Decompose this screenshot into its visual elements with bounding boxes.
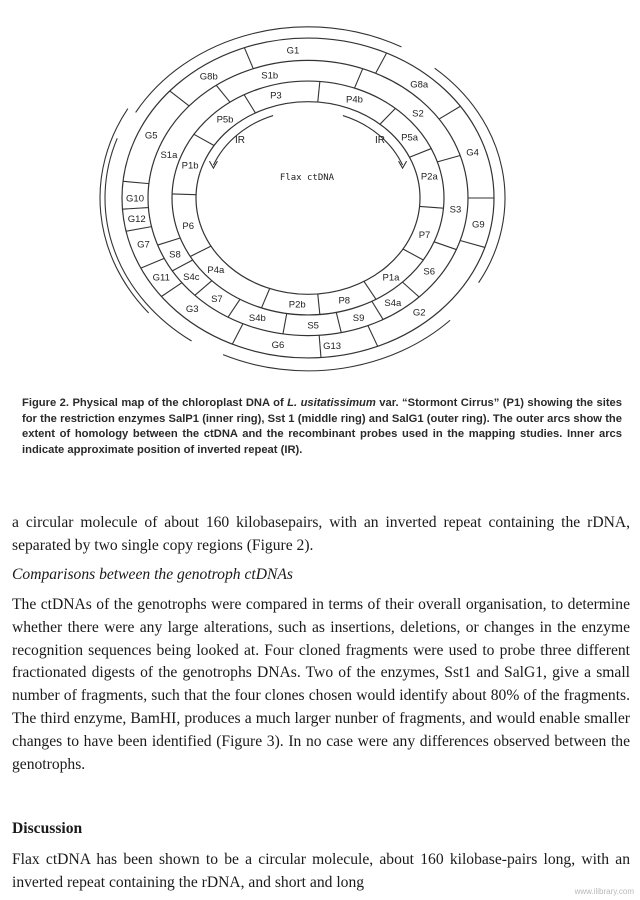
cut-site-tick [172,194,196,195]
inner-ring-label: P4b [345,94,363,106]
inner-ring-label: P1b [181,160,199,172]
probe-homology-arc [435,68,505,282]
cut-site-tick [380,108,395,124]
cut-site-tick [368,326,378,347]
cut-site-tick [228,299,240,317]
cut-site-tick [216,85,230,102]
figure-caption [22,396,622,458]
inner-ring-label: P5b [216,114,234,126]
inverted-repeat-arc [343,116,403,166]
middle-ring-label: S9 [352,313,365,325]
cut-site-tick [420,206,444,208]
outer-ring-label: G5 [144,130,158,142]
cut-site-tick [318,294,320,315]
inner-ring-label: P4a [207,264,225,276]
watermark: www.ilibrary.com [574,887,634,896]
middle-ring-label: S1a [160,149,178,161]
cut-site-tick [172,260,192,271]
inner-ring-label: P8 [338,295,351,307]
middle-ring-label: S3 [449,204,462,216]
center-label: Flax ctDNA [279,173,335,183]
cut-site-tick [194,134,214,145]
outer-ring-label: G11 [152,272,170,284]
cut-site-tick [364,281,376,299]
inner-ring-label: P3 [270,90,282,102]
map-ring [122,38,494,358]
caption-suffix: var. “Stormont Cirrus” (P1) showing the sites for the restriction enzymes SalP1 (inner ring), Sst 1 (middle ring) and SalG1 (outer ring). The outer arcs show the extent of homology between the ctDNA and the recombinant probes used in the mapping studies. Inner arcs indicate approximate position of inverted repeat (IR). [22,397,622,456]
cut-site-tick [318,81,320,102]
caption-species: L. usitatissimum [287,397,376,409]
outer-ring-label: G10 [126,193,144,205]
cut-site-tick [122,208,148,210]
intro-paragraph: a circular molecule of about 160 kilobasepairs, with an inverted repeat containing the rDNA, separated by two single copy regions (Figure 2). [12,514,630,554]
outer-ring-label: G7 [137,239,150,251]
cut-site-tick [232,324,243,344]
inner-ring-label: P2a [420,171,438,183]
caption-prefix: Figure 2. Physical map of the chloroplast DNA of [22,397,284,409]
outer-ring-label: G9 [472,219,485,231]
inner-ring-label: P1a [382,272,400,284]
outer-ring-label: G8b [199,71,218,83]
cut-site-tick [434,242,456,250]
middle-ring-label: S4b [248,313,266,325]
middle-ring-label: S4a [384,297,402,309]
cut-site-tick [170,91,189,106]
outer-ring-label: G13 [323,340,342,352]
cut-site-tick [376,53,387,73]
map-ring [172,81,444,315]
inner-ring-label: P2b [288,299,306,311]
probe-homology-arc [100,109,149,313]
middle-ring-label: S8 [169,249,181,261]
cut-site-tick [123,181,149,183]
section-heading: Comparisons between the genotroph ctDNAs [12,566,293,583]
middle-ring-label: S2 [412,108,424,120]
middle-ring-label: S7 [211,293,223,305]
cut-site-tick [158,238,181,245]
inner-ring-label: P5a [401,132,419,144]
cut-site-tick [244,48,253,69]
cut-site-tick [141,258,164,268]
cut-site-tick [355,69,363,88]
middle-ring-label: S6 [423,266,436,278]
cut-site-tick [437,155,460,161]
middle-ring-label: S1b [261,70,279,82]
outer-ring-label: G2 [412,307,426,319]
outer-ring-label: G6 [271,340,285,352]
cut-site-tick [439,106,460,119]
inner-ring-label: P6 [182,221,195,233]
cut-site-tick [190,246,211,256]
cut-site-tick [161,283,181,297]
cut-site-tick [372,301,383,319]
ir-left-label: IR [235,135,245,146]
cut-site-tick [336,312,341,332]
cut-site-tick [283,314,287,334]
outer-ring-label: G1 [286,45,300,57]
map-ring [196,102,420,295]
outer-ring-label: G8a [410,79,429,91]
cut-site-tick [244,95,255,113]
inner-ring-label: P7 [418,229,431,241]
circular-restriction-map [0,0,640,380]
cut-site-tick [195,281,212,296]
cut-site-tick [402,282,419,297]
cut-site-tick [460,241,485,248]
discussion-paragraph: Flax ctDNA has been shown to be a circular molecule, about 160 kilobase-pairs long, with an inverted repeat containing the rDNA, and short and long [12,851,630,891]
cut-site-tick [126,227,151,232]
discussion-heading: Discussion [12,820,83,837]
middle-ring-label: S4c [183,271,200,283]
outer-ring-label: G12 [127,214,146,226]
outer-ring-label: G4 [466,147,479,159]
comparison-paragraph: The ctDNAs of the genotrophs were compared in terms of their overall organisation, to determine whether there were any large alterations, such as insertions, deletions, or changes in the enzyme recognition sequences being looked at. Four cloned fragments were used to probe three different fractionated digests of the genotrophs DNAs. Two of the enzymes, Sst1 and SalG1, give a small number of fragments, such that the four clones chosen would identify about 80% of the fragments. The third enzyme, BamHI, produces a much larger nunber of fragments, and would enable smaller changes to have been identified (Figure 3). In no case were any differences observed between the genotrophs. [12,596,630,773]
cut-site-tick [261,289,269,308]
middle-ring-label: S5 [307,320,319,332]
outer-ring-label: G3 [185,304,199,316]
cut-site-tick [319,335,321,357]
cut-site-tick [410,149,432,158]
chloroplast-map-figure [0,0,640,380]
cut-site-tick [403,249,423,260]
ir-right-label: IR [375,135,385,146]
